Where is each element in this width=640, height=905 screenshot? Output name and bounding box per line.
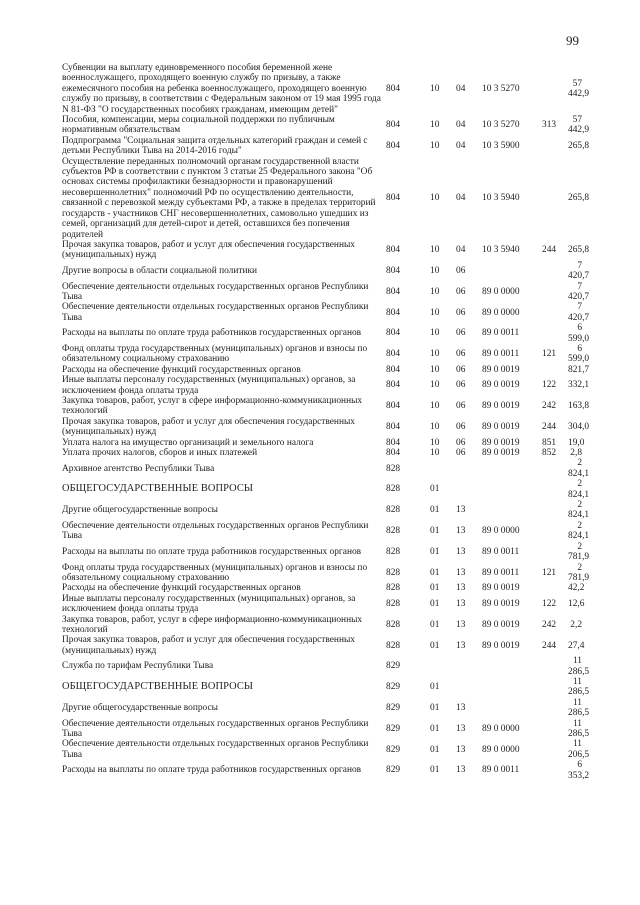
- subsection-code-cell: 06: [456, 307, 466, 318]
- subsection-code-cell: 06: [456, 265, 466, 276]
- subsection-code-cell: 13: [456, 583, 466, 594]
- expense-type-cell: 242: [542, 401, 557, 412]
- table-row: [62, 375, 582, 396]
- subsection-code-cell: 13: [456, 702, 466, 713]
- amount-cell: 6 599,0: [568, 323, 590, 344]
- article-code-cell: 89 0 0019: [482, 448, 520, 459]
- ministry-code-cell: 828: [386, 598, 401, 609]
- table-row: [62, 656, 582, 677]
- subsection-code-cell: 04: [456, 141, 466, 152]
- subsection-code-cell: 06: [456, 349, 466, 360]
- expense-name-cell: Уплата прочих налогов, сборов и иных платежей: [62, 448, 258, 459]
- table-row: [62, 521, 582, 542]
- article-code-cell: 89 0 0000: [482, 723, 520, 734]
- section-code-cell: 01: [430, 723, 440, 734]
- section-code-cell: 10: [430, 401, 440, 412]
- section-code-cell: 01: [430, 484, 440, 495]
- section-code-cell: 01: [430, 640, 440, 651]
- amount-cell: 6 353,2: [568, 760, 590, 781]
- table-row: [62, 344, 582, 365]
- expense-type-cell: [538, 63, 568, 115]
- article-code-cell: 89 0 0000: [482, 307, 520, 318]
- section-code-cell: 10: [430, 245, 440, 256]
- section-code-cell: 10: [430, 448, 440, 459]
- amount-cell: 2 781,9: [568, 541, 590, 563]
- expense-name-cell: Обеспечение деятельности отдельных государственных органов Республики Тыва: [62, 520, 369, 542]
- section-code-cell: 10: [430, 364, 440, 375]
- amount-cell: 7 420,7: [568, 260, 590, 282]
- subsection-code-cell: [450, 656, 478, 677]
- expense-name-cell: Расходы на выплаты по оплате труда работников государственных органов: [62, 546, 362, 557]
- ministry-code-cell: 804: [386, 286, 401, 297]
- subsection-code-cell: [450, 677, 478, 698]
- ministry-code-cell: 828: [386, 567, 401, 578]
- subsection-code-cell: 06: [456, 380, 466, 391]
- section-code-cell: [426, 656, 450, 677]
- expense-type-cell: [538, 583, 568, 593]
- section-code-cell: 01: [430, 583, 440, 594]
- section-code-cell: 01: [430, 505, 440, 516]
- amount-cell: 7 420,7: [568, 281, 590, 302]
- amount-cell: 27,4: [568, 640, 585, 651]
- section-code-cell: 10: [430, 265, 440, 276]
- section-code-cell: 10: [430, 437, 440, 448]
- amount-cell: 11 286,5: [568, 676, 590, 698]
- expense-name-cell: Расходы на выплаты по оплате труда работников государственных органов: [62, 765, 362, 776]
- expense-type-cell: 122: [542, 380, 557, 391]
- article-code-cell: [478, 698, 538, 719]
- expense-type-cell: [538, 698, 568, 719]
- expense-name-cell: Обеспечение деятельности отдельных государственных органов Республики Тыва: [62, 281, 369, 302]
- expense-name-cell: Прочая закупка товаров, работ и услуг для обеспечения государственных (муниципальных) нужд: [62, 416, 355, 438]
- ministry-code-cell: 828: [386, 463, 401, 474]
- table-row: [62, 240, 582, 261]
- article-code-cell: 10 3 5940: [482, 245, 520, 256]
- article-code-cell: 89 0 0011: [482, 765, 520, 776]
- table-row: [62, 479, 582, 500]
- expense-name-cell: Расходы на выплаты по оплате труда работников государственных органов: [62, 328, 362, 339]
- ministry-code-cell: 804: [386, 380, 401, 391]
- table-row: [62, 594, 582, 615]
- expense-name-cell: Закупка товаров, работ, услуг в сфере информационно-коммуникационных технологий: [62, 614, 363, 635]
- section-code-cell: 10: [430, 286, 440, 297]
- subsection-code-cell: 13: [456, 546, 466, 557]
- ministry-code-cell: 829: [386, 682, 401, 693]
- section-code-cell: 01: [430, 702, 440, 713]
- expense-type-cell: [538, 760, 568, 781]
- amount-cell: 6 599,0: [568, 343, 590, 365]
- table-row: [62, 63, 582, 115]
- section-code-cell: 01: [430, 744, 440, 755]
- amount-cell: 163,8: [568, 401, 590, 412]
- ministry-code-cell: 829: [386, 723, 401, 734]
- ministry-code-cell: 828: [386, 505, 401, 516]
- subsection-code-cell: 13: [456, 723, 466, 734]
- ministry-code-cell: 804: [386, 364, 401, 375]
- table-row: [62, 302, 582, 323]
- subsection-code-cell: 04: [456, 83, 466, 94]
- expense-name-cell: Прочая закупка товаров, работ и услуг для обеспечения государственных (муниципальных) нужд: [62, 635, 355, 656]
- expense-type-cell: [538, 542, 568, 563]
- ministry-code-cell: 804: [386, 328, 401, 339]
- ministry-code-cell: 804: [386, 83, 401, 94]
- subsection-code-cell: 13: [456, 598, 466, 609]
- subsection-code-cell: 13: [456, 619, 466, 630]
- article-code-cell: [478, 479, 538, 500]
- ministry-code-cell: 829: [386, 661, 401, 672]
- expense-name-cell: Фонд оплаты труда государственных (муниципальных) органов и взносы по обязательному социальному страхованию: [62, 562, 368, 583]
- amount-cell: 2 824,1: [568, 458, 590, 479]
- expense-name-cell: Иные выплаты персоналу государственных (муниципальных) органов, за исключением фонда оплаты труда: [62, 375, 356, 396]
- subsection-code-cell: 06: [456, 401, 466, 412]
- article-code-cell: 89 0 0011: [482, 349, 520, 360]
- subsection-code-cell: 06: [456, 328, 466, 339]
- amount-cell: 2 824,1: [568, 500, 590, 521]
- table-row: [62, 261, 582, 282]
- ministry-code-cell: 804: [386, 193, 401, 204]
- table-row: [62, 583, 582, 593]
- section-code-cell: 01: [430, 567, 440, 578]
- subsection-code-cell: [450, 479, 478, 500]
- table-row: [62, 396, 582, 417]
- ministry-code-cell: 804: [386, 422, 401, 433]
- amount-cell: 11 286,5: [568, 718, 590, 739]
- expense-type-cell: 121: [542, 567, 557, 578]
- ministry-code-cell: 804: [386, 349, 401, 360]
- expense-name-cell: Фонд оплаты труда государственных (муниципальных) органов и взносы по обязательному социальному страхованию: [62, 343, 368, 365]
- article-code-cell: [478, 458, 538, 479]
- expense-type-cell: [538, 365, 568, 375]
- table-row: [62, 157, 582, 240]
- section-code-cell: 01: [430, 546, 440, 557]
- article-code-cell: 89 0 0011: [482, 328, 520, 339]
- table-row: [62, 438, 582, 448]
- expense-type-cell: 244: [542, 245, 557, 256]
- page-number: 99: [566, 33, 579, 48]
- expense-type-cell: 121: [542, 349, 557, 360]
- expense-type-cell: [538, 282, 568, 303]
- amount-cell: 265,8: [568, 141, 590, 152]
- ministry-code-cell: 828: [386, 640, 401, 651]
- amount-cell: 2 781,9: [568, 562, 590, 583]
- expense-type-cell: [538, 677, 568, 698]
- article-code-cell: [478, 261, 538, 282]
- section-code-cell: 10: [430, 349, 440, 360]
- amount-cell: 11 206,5: [568, 739, 590, 760]
- article-code-cell: 89 0 0019: [482, 640, 520, 651]
- expense-type-cell: 244: [542, 640, 557, 651]
- expense-name-cell: Расходы на обеспечение функций государственных органов: [62, 364, 301, 375]
- expense-name-cell: Иные выплаты персоналу государственных (муниципальных) органов, за исключением фонда оплаты труда: [62, 593, 356, 615]
- ministry-code-cell: 804: [386, 437, 401, 448]
- table-row: [62, 115, 582, 136]
- amount-cell: 2,2: [570, 619, 582, 630]
- amount-cell: 265,8: [568, 245, 590, 256]
- article-code-cell: 89 0 0019: [482, 380, 520, 391]
- expense-type-cell: [538, 719, 568, 740]
- expense-name-cell: Другие общегосударственные вопросы: [62, 505, 218, 516]
- article-code-cell: [478, 500, 538, 521]
- article-code-cell: 10 3 5270: [482, 83, 520, 94]
- article-code-cell: [478, 677, 538, 698]
- table-row: [62, 677, 582, 698]
- ministry-code-cell: 804: [386, 448, 401, 459]
- subsection-code-cell: 06: [456, 448, 466, 459]
- amount-cell: 2 824,1: [568, 520, 590, 542]
- budget-table-body: [62, 63, 590, 781]
- subsection-code-cell: 13: [456, 765, 466, 776]
- article-code-cell: 89 0 0019: [482, 619, 520, 630]
- ministry-code-cell: 804: [386, 265, 401, 276]
- expense-name-cell: Осуществление переданных полномочий органам государственной власти субъектов РФ в соответствии с пунктом 3 статьи 25 Федерального закона "Об основах системы профилактики безнадзорности и правонарушений несовершеннолетних" полномочий РФ по осуществлению деятельности, связанной с перевозкой между субъектами РФ, а также в пределах территорий государств - участников СНГ несовершеннолетних, самовольно ушедших из семей, организаций для детей-сирот и детей, оставшихся без попечения родителей: [62, 156, 376, 240]
- amount-cell: 12,6: [568, 598, 585, 609]
- amount-cell: 2 824,1: [568, 479, 590, 500]
- ministry-code-cell: 828: [386, 619, 401, 630]
- table-row: [62, 542, 582, 563]
- table-row: [62, 282, 582, 303]
- subsection-code-cell: 04: [456, 193, 466, 204]
- subsection-code-cell: [450, 458, 478, 479]
- table-row: [62, 448, 582, 458]
- section-code-cell: 01: [430, 682, 440, 693]
- amount-cell: 2,8: [570, 448, 582, 459]
- table-row: [62, 458, 582, 479]
- table-row: [62, 365, 582, 375]
- table-row: [62, 760, 582, 781]
- article-code-cell: 89 0 0000: [482, 286, 520, 297]
- article-code-cell: 89 0 0019: [482, 583, 520, 594]
- section-code-cell: 01: [430, 526, 440, 537]
- table-row: [62, 739, 582, 760]
- section-code-cell: 10: [430, 307, 440, 318]
- expense-name-cell: Пособия, компенсации, меры социальной поддержки по публичным нормативным обязательствам: [62, 115, 335, 136]
- expense-type-cell: 852: [542, 448, 557, 459]
- subsection-code-cell: 04: [456, 120, 466, 131]
- ministry-code-cell: 804: [386, 307, 401, 318]
- subsection-code-cell: 13: [456, 567, 466, 578]
- article-code-cell: 10 3 5270: [482, 120, 520, 131]
- expense-name-cell: ОБЩЕГОСУДАРСТВЕННЫЕ ВОПРОСЫ: [62, 483, 254, 495]
- amount-cell: 265,8: [568, 193, 590, 204]
- expense-type-cell: [538, 302, 568, 323]
- expense-name-cell: Служба по тарифам Республики Тыва: [62, 661, 214, 672]
- expense-name-cell: Подпрограмма "Социальная защита отдельных категорий граждан и семей с детьми Республики Тыва на 2014-2016 годы": [62, 135, 368, 157]
- table-row: [62, 323, 582, 344]
- subsection-code-cell: 06: [456, 422, 466, 433]
- article-code-cell: 89 0 0019: [482, 437, 520, 448]
- table-row: [62, 615, 582, 636]
- expense-type-cell: [538, 739, 568, 760]
- amount-cell: 42,2: [568, 583, 585, 594]
- section-code-cell: 01: [430, 765, 440, 776]
- table-row: [62, 563, 582, 584]
- ministry-code-cell: 828: [386, 484, 401, 495]
- article-code-cell: 89 0 0011: [482, 567, 520, 578]
- expense-name-cell: Обеспечение деятельности отдельных государственных органов Республики Тыва: [62, 302, 369, 323]
- article-code-cell: 89 0 0011: [482, 546, 520, 557]
- expense-type-cell: 313: [542, 120, 557, 131]
- subsection-code-cell: 13: [456, 526, 466, 537]
- subsection-code-cell: 13: [456, 505, 466, 516]
- expense-type-cell: [538, 656, 568, 677]
- ministry-code-cell: 804: [386, 401, 401, 412]
- expense-name-cell: Субвенции на выплату единовременного пособия беременной жене военнослужащего, проходящего военную службу по призыву, а также ежемесячного пособия на ребенка военнослужащего, проходящего военную службу по призыву, в соответствии с Федеральным законом от 19 мая 1995 года N 81-ФЗ "О государственных пособиях гражданам, имеющим детей": [62, 63, 381, 115]
- amount-cell: 821,7: [568, 364, 590, 375]
- section-code-cell: 01: [430, 619, 440, 630]
- section-code-cell: 10: [430, 120, 440, 131]
- expense-type-cell: [538, 157, 568, 240]
- section-code-cell: 10: [430, 380, 440, 391]
- amount-cell: 304,0: [568, 422, 590, 433]
- article-code-cell: [478, 656, 538, 677]
- table-row: [62, 635, 582, 656]
- article-code-cell: 89 0 0019: [482, 364, 520, 375]
- expense-type-cell: [538, 521, 568, 542]
- expense-type-cell: [538, 136, 568, 157]
- article-code-cell: 89 0 0000: [482, 744, 520, 755]
- subsection-code-cell: 13: [456, 744, 466, 755]
- amount-cell: 7 420,7: [568, 302, 590, 323]
- subsection-code-cell: 04: [456, 245, 466, 256]
- expense-name-cell: Обеспечение деятельности отдельных государственных органов Республики Тыва: [62, 718, 369, 739]
- expense-name-cell: Закупка товаров, работ, услуг в сфере информационно-коммуникационных технологий: [62, 396, 363, 417]
- expense-type-cell: [538, 479, 568, 500]
- table-row: [62, 417, 582, 438]
- article-code-cell: 89 0 0000: [482, 526, 520, 537]
- expense-name-cell: Прочая закупка товаров, работ и услуг для обеспечения государственных (муниципальных) нужд: [62, 239, 355, 261]
- ministry-code-cell: 804: [386, 141, 401, 152]
- expense-type-cell: [538, 323, 568, 344]
- subsection-code-cell: 06: [456, 437, 466, 448]
- expense-type-cell: [538, 500, 568, 521]
- ministry-code-cell: 828: [386, 546, 401, 557]
- table-row: [62, 136, 582, 157]
- table-row: [62, 500, 582, 521]
- table-row: [62, 719, 582, 740]
- subsection-code-cell: 13: [456, 640, 466, 651]
- subsection-code-cell: 06: [456, 364, 466, 375]
- amount-cell: 57 442,9: [568, 78, 590, 100]
- ministry-code-cell: 828: [386, 583, 401, 594]
- expense-name-cell: Другие общегосударственные вопросы: [62, 702, 218, 713]
- ministry-code-cell: 804: [386, 245, 401, 256]
- expense-type-cell: [538, 458, 568, 479]
- ministry-code-cell: 804: [386, 120, 401, 131]
- amount-cell: 19,0: [568, 437, 585, 448]
- section-code-cell: 10: [430, 422, 440, 433]
- section-code-cell: 01: [430, 598, 440, 609]
- subsection-code-cell: 06: [456, 286, 466, 297]
- article-code-cell: 10 3 5900: [482, 141, 520, 152]
- amount-cell: 332,1: [568, 380, 590, 391]
- article-code-cell: 89 0 0019: [482, 598, 520, 609]
- expense-type-cell: 244: [542, 422, 557, 433]
- ministry-code-cell: 828: [386, 526, 401, 537]
- article-code-cell: 89 0 0019: [482, 422, 520, 433]
- budget-table: [62, 63, 590, 781]
- article-code-cell: 10 3 5940: [482, 193, 520, 204]
- amount-cell: 57 442,9: [568, 115, 590, 136]
- expense-type-cell: 242: [542, 619, 557, 630]
- expense-name-cell: Другие вопросы в области социальной политики: [62, 265, 258, 276]
- expense-type-cell: [538, 261, 568, 282]
- amount-cell: 11 286,5: [568, 697, 590, 719]
- expense-name-cell: ОБЩЕГОСУДАРСТВЕННЫЕ ВОПРОСЫ: [62, 681, 254, 693]
- section-code-cell: 10: [430, 83, 440, 94]
- expense-name-cell: Расходы на обеспечение функций государственных органов: [62, 583, 301, 594]
- expense-type-cell: 122: [542, 598, 557, 609]
- section-code-cell: 10: [430, 141, 440, 152]
- article-code-cell: 89 0 0019: [482, 401, 520, 412]
- expense-type-cell: 851: [542, 437, 557, 448]
- expense-name-cell: Уплата налога на имущество организаций и земельного налога: [62, 437, 314, 448]
- section-code-cell: 10: [430, 193, 440, 204]
- table-row: [62, 698, 582, 719]
- ministry-code-cell: 829: [386, 765, 401, 776]
- expense-name-cell: Обеспечение деятельности отдельных государственных органов Республики Тыва: [62, 739, 369, 760]
- expense-name-cell: Архивное агентство Республики Тыва: [62, 463, 215, 474]
- section-code-cell: 10: [430, 328, 440, 339]
- section-code-cell: [426, 458, 450, 479]
- amount-cell: 11 286,5: [568, 656, 590, 677]
- ministry-code-cell: 829: [386, 744, 401, 755]
- ministry-code-cell: 829: [386, 702, 401, 713]
